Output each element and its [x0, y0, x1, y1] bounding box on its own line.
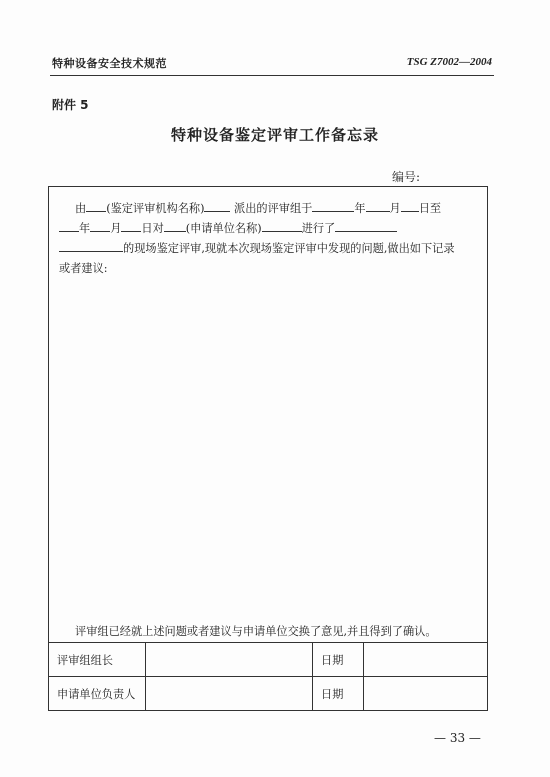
paragraph-line-1	[59, 199, 477, 219]
blank-unit-prefix[interactable]	[164, 220, 186, 232]
appendix-label: 附件 5	[52, 98, 89, 112]
text-month-1: 月	[389, 202, 401, 215]
blank-end-year[interactable]	[59, 220, 79, 232]
signature-row-applicant-head	[49, 677, 488, 711]
confirmation-text: 评审组已经就上述问题或者建议与申请单位交换了意见,并且得到了确认。	[75, 625, 437, 638]
text-evaluation-desc: 的现场鉴定评审,现就本次现场鉴定评审中发现的问题,做出如下记录	[123, 242, 455, 255]
blank-unit[interactable]	[262, 220, 302, 232]
signature-table	[48, 642, 488, 711]
blank-end-month[interactable]	[90, 220, 110, 232]
text-year-2: 年	[79, 222, 91, 235]
field-date-1[interactable]	[364, 643, 488, 677]
label-date-2: 日期	[313, 677, 364, 711]
text-day-for: 日对	[141, 222, 164, 235]
label-date-1: 日期	[313, 643, 364, 677]
text-dispatch: 派出的评审组于	[234, 202, 313, 215]
text-year-1: 年	[354, 202, 366, 215]
text-carried-out: 进行了	[301, 222, 336, 235]
field-team-leader[interactable]	[146, 643, 313, 677]
field-date-2[interactable]	[364, 677, 488, 711]
text-day-to: 日至	[418, 202, 442, 215]
blank-start-month[interactable]	[366, 200, 390, 212]
text-month-2: 月	[110, 222, 122, 235]
blank-activity-cont[interactable]	[59, 240, 123, 252]
signature-row-team-leader	[49, 643, 488, 677]
header-standard-code: TSG Z7002—2004	[406, 56, 492, 68]
memo-form-box	[48, 186, 488, 711]
paragraph-line-4: 或者建议:	[59, 262, 108, 275]
blank-end-day[interactable]	[121, 220, 141, 232]
memo-paragraph	[59, 199, 477, 279]
page-number: — 33 —	[434, 731, 481, 745]
blank-org[interactable]	[204, 200, 230, 212]
text-org-name: (鉴定评审机构名称)	[106, 202, 205, 215]
blank-activity[interactable]	[335, 220, 397, 232]
blank-org-prefix[interactable]	[86, 200, 106, 212]
page-title: 特种设备鉴定评审工作备忘录	[170, 126, 379, 144]
paragraph-line-2	[59, 219, 477, 239]
number-label: 编号:	[392, 170, 421, 184]
text-from: 由	[75, 202, 87, 215]
label-team-leader: 评审组组长	[49, 643, 146, 677]
paragraph-line-3	[59, 239, 477, 259]
header-standard-name: 特种设备安全技术规范	[52, 57, 167, 70]
field-applicant-head[interactable]	[146, 677, 313, 711]
blank-start-year[interactable]	[312, 200, 354, 212]
text-unit-name: (申请单位名称)	[185, 222, 262, 235]
header-rule	[50, 75, 494, 76]
blank-start-day[interactable]	[401, 200, 419, 212]
label-applicant-head: 申请单位负责人	[49, 677, 146, 711]
